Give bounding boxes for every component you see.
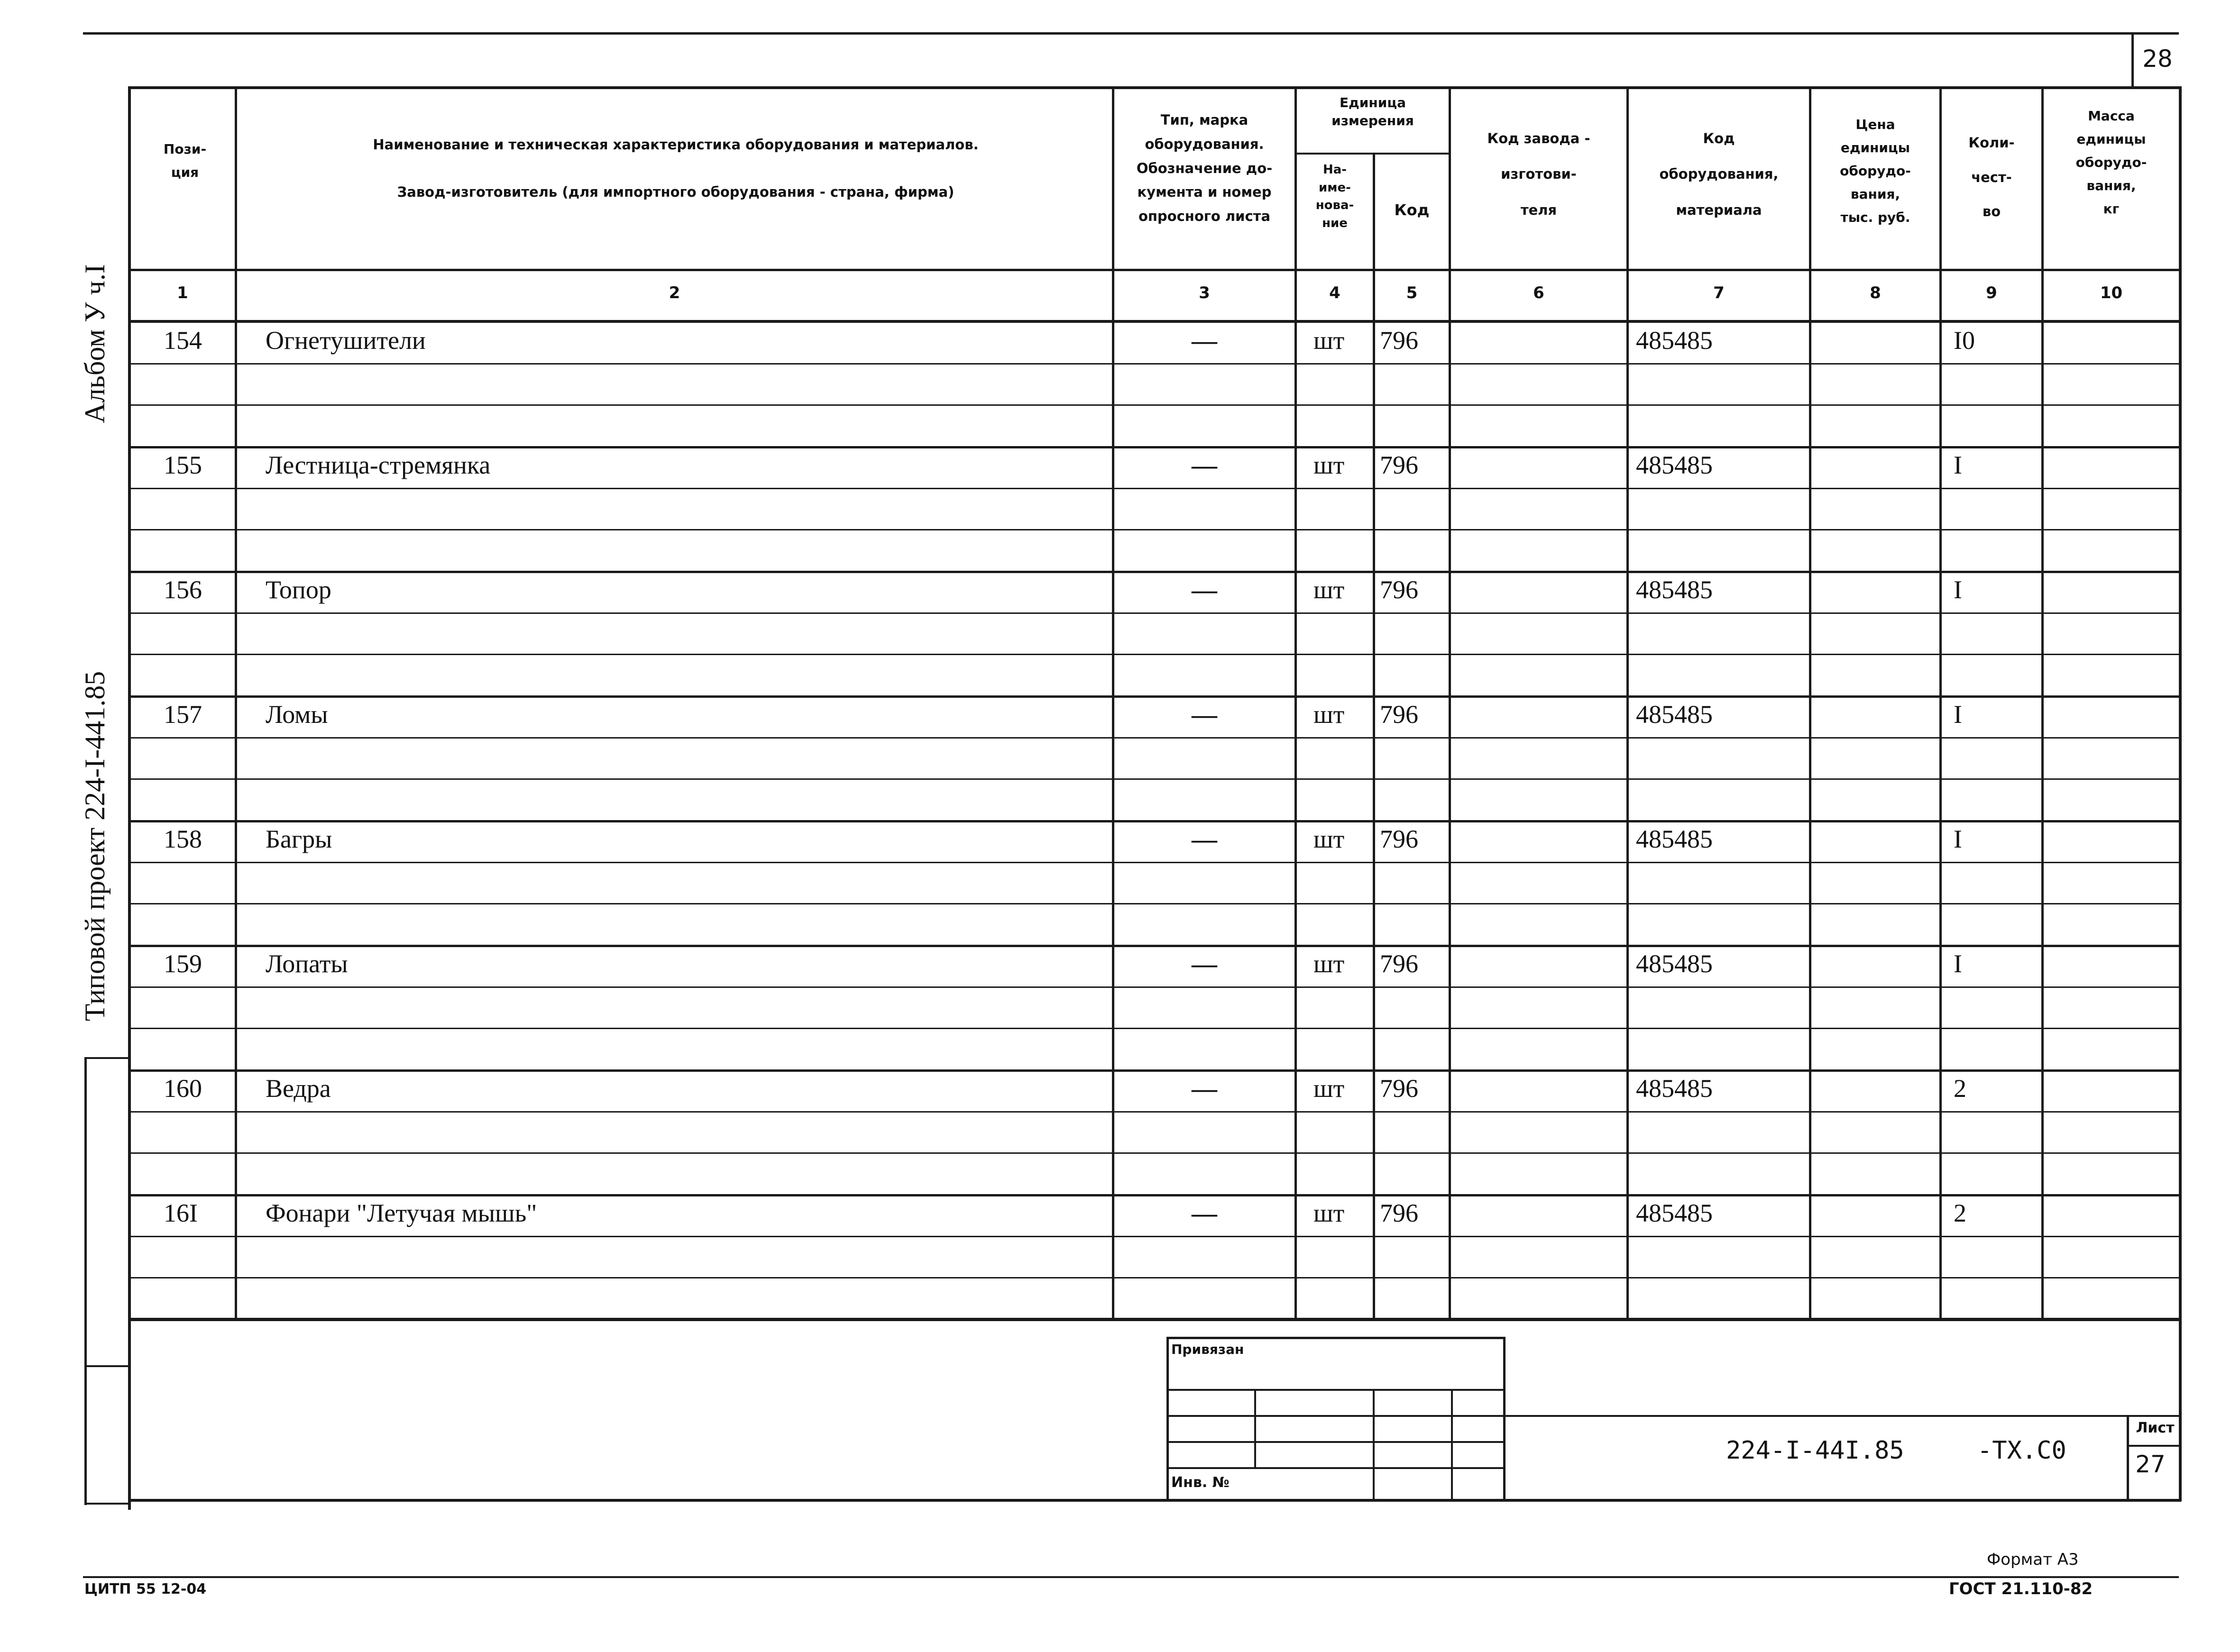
table-cell-quantity: 2 xyxy=(1954,1074,1966,1103)
stamp-row-4 xyxy=(1166,1467,1506,1469)
stamp-row-3 xyxy=(1166,1441,1506,1443)
table-cell-quantity: 2 xyxy=(1954,1199,1966,1227)
coldiv-3 xyxy=(1294,86,1297,1320)
row-rule xyxy=(128,1319,2179,1321)
table-cell-material-code: 485485 xyxy=(1636,949,1713,978)
footer-gost: ГОСТ 21.110-82 xyxy=(1949,1579,2093,1598)
unit-group-divider xyxy=(1294,153,1451,155)
footer-printer: ЦИТП 55 12-04 xyxy=(84,1581,207,1597)
table-cell-quantity: I xyxy=(1954,949,1962,978)
table-cell-material-code: 485485 xyxy=(1636,700,1713,729)
table-cell-position: 155 xyxy=(164,451,202,479)
colnum-9: 9 xyxy=(1986,283,1997,302)
header-plant-code: Код завода - изготови- теля xyxy=(1487,130,1590,218)
table-cell-type: — xyxy=(1192,1199,1217,1227)
document-suffix: -ТХ.С0 xyxy=(1977,1436,2066,1465)
table-cell-unit-code: 796 xyxy=(1380,1074,1418,1103)
row-rule xyxy=(128,862,2179,863)
coldiv-6 xyxy=(1626,86,1629,1320)
table-cell-type: — xyxy=(1192,825,1217,853)
album-label: Альбом У ч.I xyxy=(79,264,110,423)
table-cell-unit-code: 796 xyxy=(1380,1199,1418,1227)
row-rule xyxy=(128,488,2179,489)
table-cell-material-code: 485485 xyxy=(1636,575,1713,604)
row-rule xyxy=(128,571,2179,573)
row-rule xyxy=(128,737,2179,739)
row-rule xyxy=(128,1111,2179,1113)
header-position: Пози- ция xyxy=(163,141,207,180)
table-cell-type: — xyxy=(1192,326,1217,355)
sheet-number-top: 28 xyxy=(2142,45,2173,73)
colnum-4: 4 xyxy=(1329,283,1340,302)
table-cell-unit: шт xyxy=(1313,1199,1345,1227)
table-cell-unit-code: 796 xyxy=(1380,825,1418,853)
table-cell-type: — xyxy=(1192,1074,1217,1103)
table-cell-material-code: 485485 xyxy=(1636,825,1713,853)
side-divider-1 xyxy=(84,1057,129,1059)
colnum-5: 5 xyxy=(1406,283,1418,302)
row-rule xyxy=(128,612,2179,614)
header-name-line2: Завод-изготовитель (для импортного оборудования - страна, фирма) xyxy=(397,184,955,200)
table-cell-unit-code: 796 xyxy=(1380,700,1418,729)
table-cell-type: — xyxy=(1192,700,1217,729)
table-cell-position: 158 xyxy=(164,825,202,853)
row-rule xyxy=(128,1069,2179,1072)
row-rule xyxy=(128,404,2179,406)
table-cell-name: Огнетушители xyxy=(266,326,426,355)
coldiv-8 xyxy=(1939,86,1942,1320)
coldiv-5 xyxy=(1449,86,1451,1320)
table-cell-type: — xyxy=(1192,949,1217,978)
stamp-row-1 xyxy=(1166,1389,1506,1391)
stamp-row-2 xyxy=(1166,1415,1506,1417)
project-label: Типовой проект 224-I-441.85 xyxy=(79,671,110,1022)
stamp-bound-label: Привязан xyxy=(1171,1342,1244,1357)
table-cell-quantity: I xyxy=(1954,825,1962,853)
coldiv-1 xyxy=(235,86,237,1320)
header-type: Тип, марка оборудования. Обозначение до- кумента и номер опросного листа xyxy=(1136,112,1273,224)
table-cell-type: — xyxy=(1192,451,1217,479)
table-cell-material-code: 485485 xyxy=(1636,451,1713,479)
colnum-8: 8 xyxy=(1870,283,1881,302)
table-cell-unit-code: 796 xyxy=(1380,451,1418,479)
table-cell-quantity: I xyxy=(1954,451,1962,479)
document-code: 224-I-44I.85 xyxy=(1726,1436,1904,1465)
row-rule xyxy=(128,986,2179,988)
header-quantity: Коли- чест- во xyxy=(1968,135,2015,219)
table-cell-quantity: I0 xyxy=(1954,326,1975,355)
header-price: Цена единицы оборудо- вания, тыс. руб. xyxy=(1840,117,1911,225)
sheet-label: Лист xyxy=(2136,1420,2175,1436)
table-cell-name: Лестница-стремянка xyxy=(266,451,491,479)
table-cell-name: Ведра xyxy=(266,1074,331,1103)
table-cell-position: 16I xyxy=(164,1199,198,1227)
side-column-left xyxy=(84,1057,87,1505)
table-cell-unit: шт xyxy=(1313,575,1345,604)
table-cell-material-code: 485485 xyxy=(1636,326,1713,355)
table-right xyxy=(2179,86,2182,1501)
header-unit-name: На- име- нова- ние xyxy=(1315,163,1354,231)
header-unit-code: Код xyxy=(1394,201,1430,219)
stamp-right-inner xyxy=(1503,1337,1506,1500)
coldiv-9 xyxy=(2041,86,2044,1320)
top-rule xyxy=(83,32,2179,35)
table-cell-unit-code: 796 xyxy=(1380,575,1418,604)
colnum-10: 10 xyxy=(2100,283,2123,302)
row-rule xyxy=(128,1152,2179,1154)
table-cell-unit-code: 796 xyxy=(1380,949,1418,978)
table-cell-position: 159 xyxy=(164,949,202,978)
coldiv-7 xyxy=(1809,86,1811,1320)
row-rule xyxy=(128,446,2179,448)
table-cell-unit-code: 796 xyxy=(1380,326,1418,355)
table-cell-quantity: I xyxy=(1954,575,1962,604)
stamp-top xyxy=(1166,1337,1506,1339)
table-cell-unit: шт xyxy=(1313,825,1345,853)
side-divider-2 xyxy=(84,1365,129,1367)
colnum-6: 6 xyxy=(1533,283,1544,302)
table-bottom xyxy=(128,1499,2181,1502)
stamp-left xyxy=(1166,1337,1169,1500)
table-cell-name: Ломы xyxy=(266,700,328,729)
footer-format: Формат А3 xyxy=(1987,1550,2079,1569)
row-rule xyxy=(128,778,2179,780)
table-cell-position: 154 xyxy=(164,326,202,355)
table-cell-material-code: 485485 xyxy=(1636,1199,1713,1227)
table-cell-position: 156 xyxy=(164,575,202,604)
stamp-inv-label: Инв. № xyxy=(1171,1474,1230,1491)
colnum-2: 2 xyxy=(669,283,680,302)
header-mass: Масса единицы оборудо- вания, кг xyxy=(2075,108,2147,217)
table-cell-type: — xyxy=(1192,575,1217,604)
table-cell-unit: шт xyxy=(1313,451,1345,479)
table-cell-name: Фонари "Летучая мышь" xyxy=(266,1199,537,1227)
header-name-line1: Наименование и техническая характеристика оборудования и материалов. xyxy=(373,137,979,153)
table-cell-position: 160 xyxy=(164,1074,202,1103)
table-cell-unit: шт xyxy=(1313,700,1345,729)
table-cell-unit: шт xyxy=(1313,326,1345,355)
table-top xyxy=(128,86,2181,89)
sheet-value: 27 xyxy=(2135,1451,2166,1478)
footer-rule xyxy=(83,1576,2179,1578)
stamp-col-2 xyxy=(1373,1389,1375,1500)
row-rule xyxy=(128,529,2179,530)
row-rule xyxy=(128,695,2179,698)
row-rule xyxy=(128,1028,2179,1029)
stamp-main-top xyxy=(1503,1415,2181,1417)
top-number-box-left xyxy=(2131,33,2134,88)
header-unit-group: Единица измерения xyxy=(1331,95,1414,128)
colnum-7: 7 xyxy=(1713,283,1725,302)
table-cell-position: 157 xyxy=(164,700,202,729)
sheet-box-divider xyxy=(2127,1445,2181,1447)
table-cell-name: Лопаты xyxy=(266,949,348,978)
stamp-col-3 xyxy=(1451,1389,1453,1500)
table-cell-name: Топор xyxy=(266,575,331,604)
colnum-bottom xyxy=(128,320,2181,323)
row-rule xyxy=(128,820,2179,822)
header-material-code: Код оборудования, материала xyxy=(1659,130,1779,218)
table-cell-unit: шт xyxy=(1313,949,1345,978)
row-rule xyxy=(128,1236,2179,1237)
table-cell-name: Багры xyxy=(266,825,332,853)
side-divider-3 xyxy=(84,1503,129,1505)
header-bottom xyxy=(128,269,2181,271)
row-rule xyxy=(128,1194,2179,1196)
row-rule xyxy=(128,654,2179,655)
row-rule xyxy=(128,363,2179,365)
row-rule xyxy=(128,903,2179,904)
colnum-3: 3 xyxy=(1199,283,1210,302)
colnum-1: 1 xyxy=(177,283,188,302)
table-cell-quantity: I xyxy=(1954,700,1962,729)
row-rule xyxy=(128,945,2179,947)
table-cell-material-code: 485485 xyxy=(1636,1074,1713,1103)
table-cell-unit: шт xyxy=(1313,1074,1345,1103)
row-rule xyxy=(128,1277,2179,1278)
stamp-col-1 xyxy=(1254,1389,1256,1467)
